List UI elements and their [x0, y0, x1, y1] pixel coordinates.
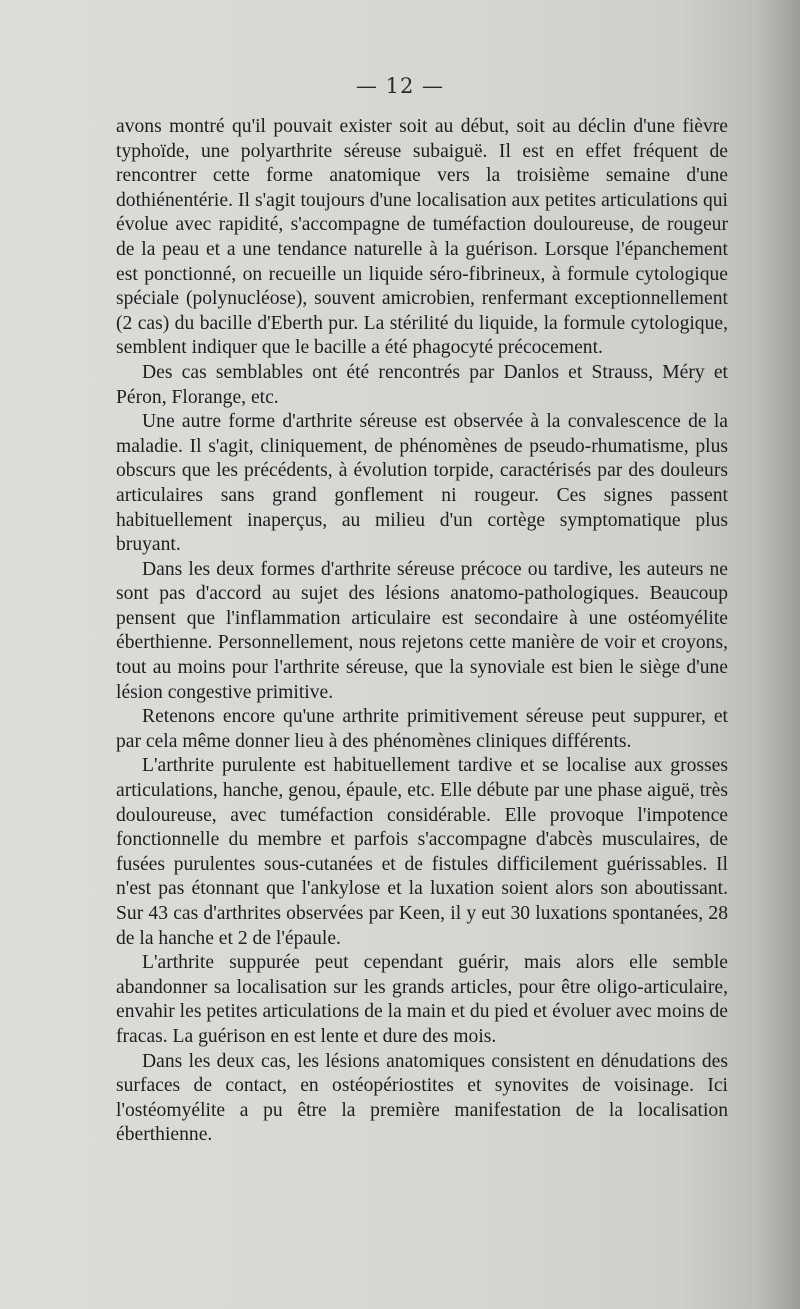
paragraph: Des cas semblables ont été rencontrés par Danlos et Strauss, Méry et Péron, Florange, etc. [116, 361, 728, 408]
paragraph: Dans les deux formes d'arthrite séreuse précoce ou tardive, les auteurs ne sont pas d'accord au sujet des lésions anatomo-pathologiques. Beaucoup pensent que l'inflammation articulaire est secondaire à une ostéomyélite éberthienne. Personnellement, nous rejetons cette manière de voir et croyons, tout au moins pour l'arthrite séreuse, que la synoviale est bien le siège d'une lésion congestive primitive. [116, 558, 728, 703]
paragraph: avons montré qu'il pouvait exister soit au début, soit au déclin d'une fièvre typhoïde, une polyarthrite séreuse subaiguë. Il est en effet fréquent de rencontrer cette forme anatomique vers la troisième semaine d'une dothiénentérie. Il s'agit toujours d'une localisation aux petites articulations qui évolue avec rapidité, s'accompagne de tuméfaction douloureuse, de rougeur de la peau et a une tendance naturelle à la guérison. Lorsque l'épanchement est ponctionné, on recueille un liquide séro-fibrineux, à formule cytologique spéciale (polynucléose), souvent amicrobien, renfermant exceptionnellement (2 cas) du bacille d'Eberth pur. La stérilité du liquide, la formule cytologique, semblent indiquer que le bacille a été phagocyté précocement. [116, 116, 728, 359]
paragraph: Une autre forme d'arthrite séreuse est observée à la convalescence de la maladie. Il s'agit, cliniquement, de phénomènes de pseudo-rhumatisme, plus obscurs que les précédents, à évolution torpide, caractérisés par des douleurs articulaires sans grand gonflement ni rougeur. Ces signes passent habituellement inaperçus, au milieu d'un cortège symptomatique plus bruyant. [116, 411, 728, 556]
paragraph: L'arthrite suppurée peut cependant guérir, mais alors elle semble abandonner sa localisation sur les grands articles, pour être oligo-articulaire, envahir les petites articulations de la main et du pied et évoluer avec moins de fracas. La guérison en est lente et dure des mois. [116, 952, 728, 1047]
body-text [116, 115, 728, 1148]
paragraph: Dans les deux cas, les lésions anatomiques consistent en dénudations des surfaces de contact, en ostéopériostites et synovites de voisinage. Ici l'ostéomyélite a pu être la première manifestation de la localisation éberthienne. [116, 1050, 728, 1146]
paragraph: L'arthrite purulente est habituellement tardive et se localise aux grosses articulations, hanche, genou, épaule, etc. Elle débute par une phase aiguë, très douloureuse, avec tuméfaction considérable. Elle provoque l'impotence fonctionnelle du membre et parfois s'accompagne d'abcès musculaires, de fusées purulentes sous-cutanées et de fistules difficilement guérissables. Il n'est pas étonnant que l'ankylose et la luxation soient alors son aboutissant. Sur 43 cas d'arthrites observées par Keen, il y eut 30 luxations spontanées, 28 de la hanche et 2 de l'épaule. [116, 755, 728, 949]
paragraph: Retenons encore qu'une arthrite primitivement séreuse peut suppurer, et par cela même donner lieu à des phénomènes cliniques différents. [116, 706, 728, 752]
page-number: — 12 — [355, 74, 445, 98]
